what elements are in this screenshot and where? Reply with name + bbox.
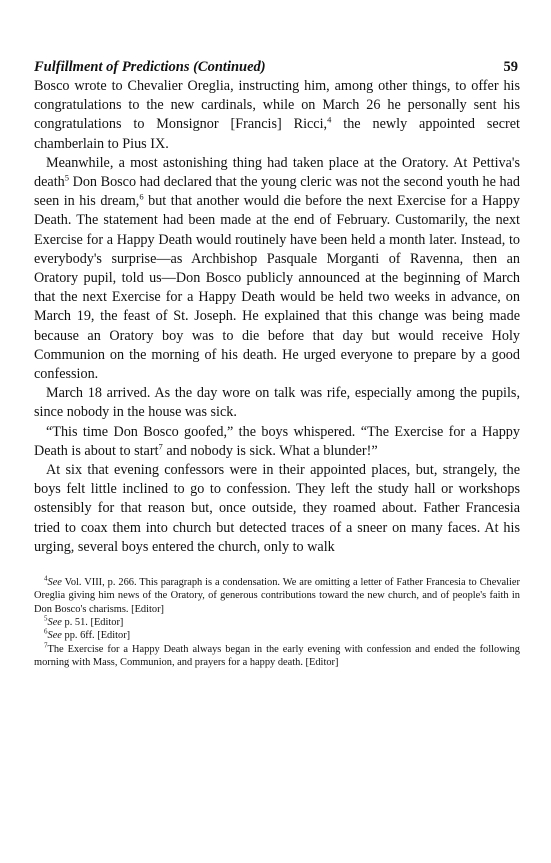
footnote-reference: 4 — [327, 114, 332, 125]
body-text — [34, 77, 520, 557]
paragraph-1 — [34, 77, 520, 154]
footnote-see: See — [47, 630, 62, 642]
paragraph-text: and nobody is sick. What a blunder!” — [162, 442, 378, 459]
paragraph-text: “This time Don Bosco goofed,” the boys whispered. “The Exercise for a Happy Death is about to start — [34, 423, 520, 459]
paragraph-2 — [34, 154, 520, 384]
paragraph-text: but that another would die before the next Exercise for a Happy Death. The statement had been made at the end of February. Customarily, the next Exercise for a Happy Death would routinely have been held a month later. Instead, to everybody's surprise—as Archbishop Pasquale Morganti of Ravenna, then an Oratory pupil, told us—Don Bosco publicly announced at the beginning of March that the next Exercise for a Happy Death would be held two weeks in advance, on March 19, the feast of St. Joseph. He explained that this change was being made because an Oratory boy was to die before that day but would receive Holy Communion on the morning of his death. He urged everyone to prepare by a good confession. — [34, 193, 520, 383]
paragraph-text: March 18 arrived. As the day wore on talk was rife, especially among the pupils, since nobody in the house was sick. — [34, 385, 520, 421]
paragraph-text: At six that evening confessors were in their appointed places, but, strangely, the boys felt little inclined to go to confession. They left the study hall or workshops ostensibly for that reason but, once outside, they roamed about. Father Francesia tried to coax them into church but detected traces of a sneer on many faces. At his urging, several boys entered the church, only to walk — [34, 462, 520, 555]
footnote-see: See — [47, 616, 62, 628]
page-number: 59 — [503, 59, 518, 75]
paragraph-text: the newly appointed secret chamberlain to Pius IX. — [34, 116, 520, 152]
footnote-text: The Exercise for a Happy Death always began in the early evening with confession and ended the following morning with Mass, Communion, and prayers for a happy death. [Editor] — [34, 643, 520, 668]
footnote-text: Vol. VIII, p. 266. This paragraph is a condensation. We are omitting a letter of Father Francesia to Chevalier Oreglia giving him news of the Oratory, of generous contributions toward the new church, and of people's faith in Don Bosco's charisms. [Editor] — [34, 577, 520, 615]
paragraph-3 — [34, 384, 520, 422]
footnote-mark: 4 — [44, 574, 48, 583]
footnote-see: See — [47, 577, 62, 589]
footnote-4 — [34, 576, 520, 616]
footnote-mark: 6 — [44, 627, 48, 636]
footnote-mark: 7 — [44, 641, 48, 650]
paragraph-text: Don Bosco had declared that the young cleric was not the second youth he had seen in his dream, — [34, 174, 520, 210]
footnote-6 — [34, 629, 520, 642]
footnote-5 — [34, 616, 520, 629]
running-title: Fulfillment of Predictions (Continued) — [34, 59, 266, 75]
footnote-reference: 6 — [139, 191, 144, 202]
footnote-reference: 5 — [64, 172, 69, 183]
footnote-mark: 5 — [44, 614, 48, 623]
paragraph-4 — [34, 423, 520, 461]
footnote-text: pp. 6ff. [Editor] — [61, 630, 131, 642]
footnote-7 — [34, 643, 520, 670]
paragraph-5 — [34, 461, 520, 557]
footnote-text: p. 51. [Editor] — [61, 616, 124, 628]
footnotes — [34, 576, 520, 669]
running-head — [34, 58, 520, 76]
footnote-reference: 7 — [158, 441, 163, 452]
book-page — [34, 58, 520, 669]
paragraph-text: Bosco wrote to Chevalier Oreglia, instructing him, among other things, to offer his congratulations to the new cardinals, while on March 26 he personally sent his congratulations to Monsignor [Francis] Ricci, — [34, 78, 520, 133]
paragraph-text: Meanwhile, a most astonishing thing had taken place at the Oratory. At Pettiva's death — [34, 154, 520, 191]
